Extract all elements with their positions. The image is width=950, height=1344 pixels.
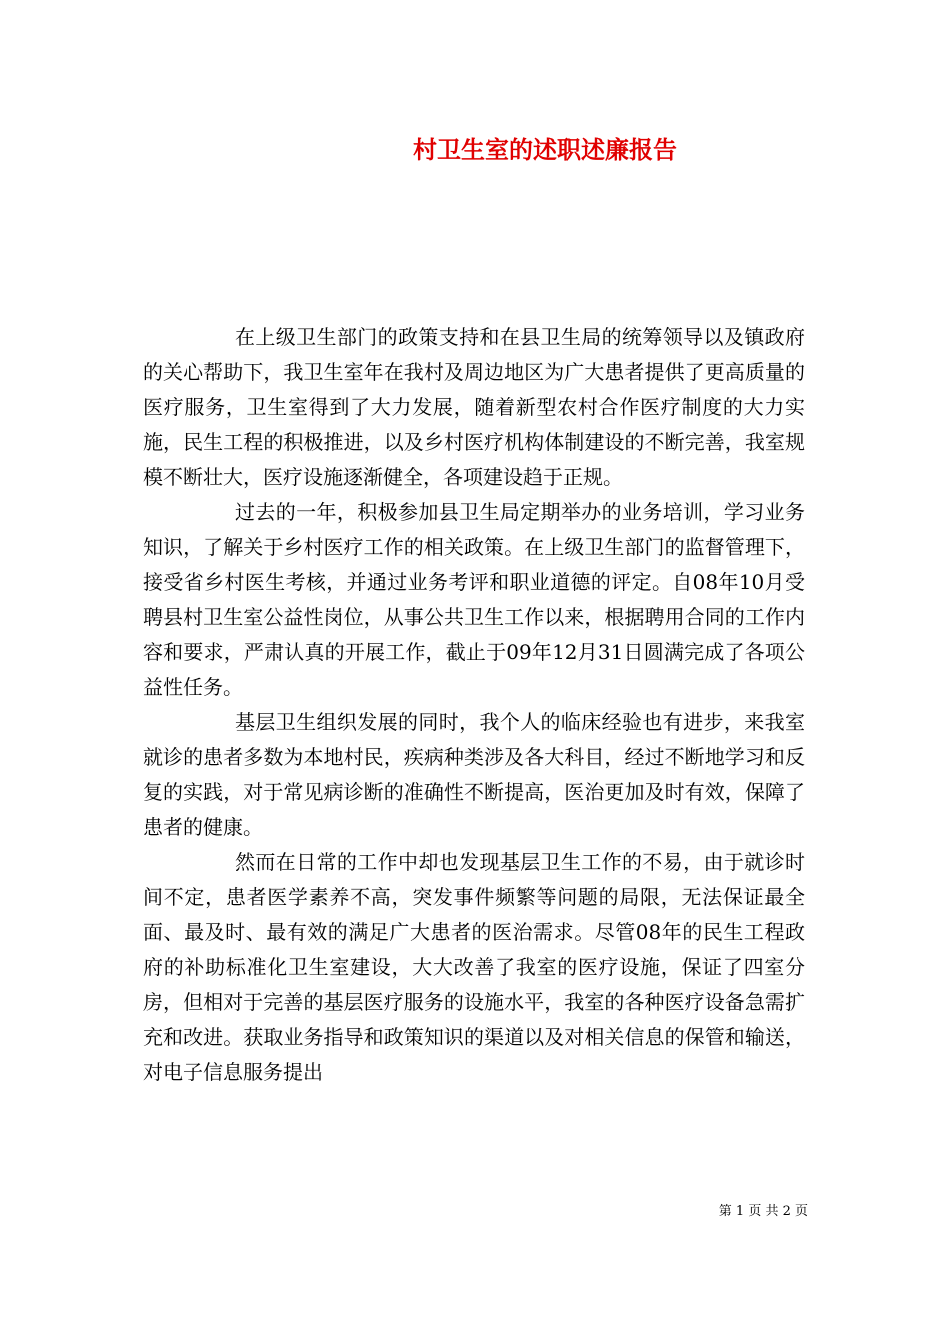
- page-number-footer: 第 1 页 共 2 页: [718, 1204, 808, 1219]
- document-body: [143, 320, 805, 1090]
- paragraph-2: 过去的一年，积极参加县卫生局定期举办的业务培训，学习业务知识，了解关于乡村医疗工作的相关政策。在上级卫生部门的监督管理下，接受省乡村医生考核，并通过业务考评和职业道德的评定。自08年10月受聘县村卫生室公益性岗位，从事公共卫生工作以来，根据聘用合同的工作内容和要求，严肃认真的开展工作，截止于09年12月31日圆满完成了各项公益性任务。: [143, 500, 805, 699]
- document-title: 村卫生室的述职述廉报告: [413, 135, 677, 164]
- paragraph-1: 在上级卫生部门的政策支持和在县卫生局的统筹领导以及镇政府的关心帮助下，我卫生室年在我村及周边地区为广大患者提供了更高质量的医疗服务，卫生室得到了大力发展，随着新型农村合作医疗制度的大力实施，民生工程的积极推进，以及乡村医疗机构体制建设的不断完善，我室规模不断壮大，医疗设施逐渐健全，各项建设趋于正规。: [143, 325, 805, 489]
- paragraph-4: 然而在日常的工作中却也发现基层卫生工作的不易，由于就诊时间不定，患者医学素养不高，突发事件频繁等问题的局限，无法保证最全面、最及时、最有效的满足广大患者的医治需求。尽管08年的民生工程政府的补助标准化卫生室建设，大大改善了我室的医疗设施，保证了四室分房，但相对于完善的基层医疗服务的设施水平，我室的各种医疗设备急需扩充和改进。获取业务指导和政策知识的渠道以及对相关信息的保管和输送，对电子信息服务提出: [143, 850, 805, 1084]
- paragraph-3: 基层卫生组织发展的同时，我个人的临床经验也有进步，来我室就诊的患者多数为本地村民，疾病种类涉及各大科目，经过不断地学习和反复的实践，对于常见病诊断的准确性不断提高，医治更加及时有效，保障了患者的健康。: [143, 710, 805, 839]
